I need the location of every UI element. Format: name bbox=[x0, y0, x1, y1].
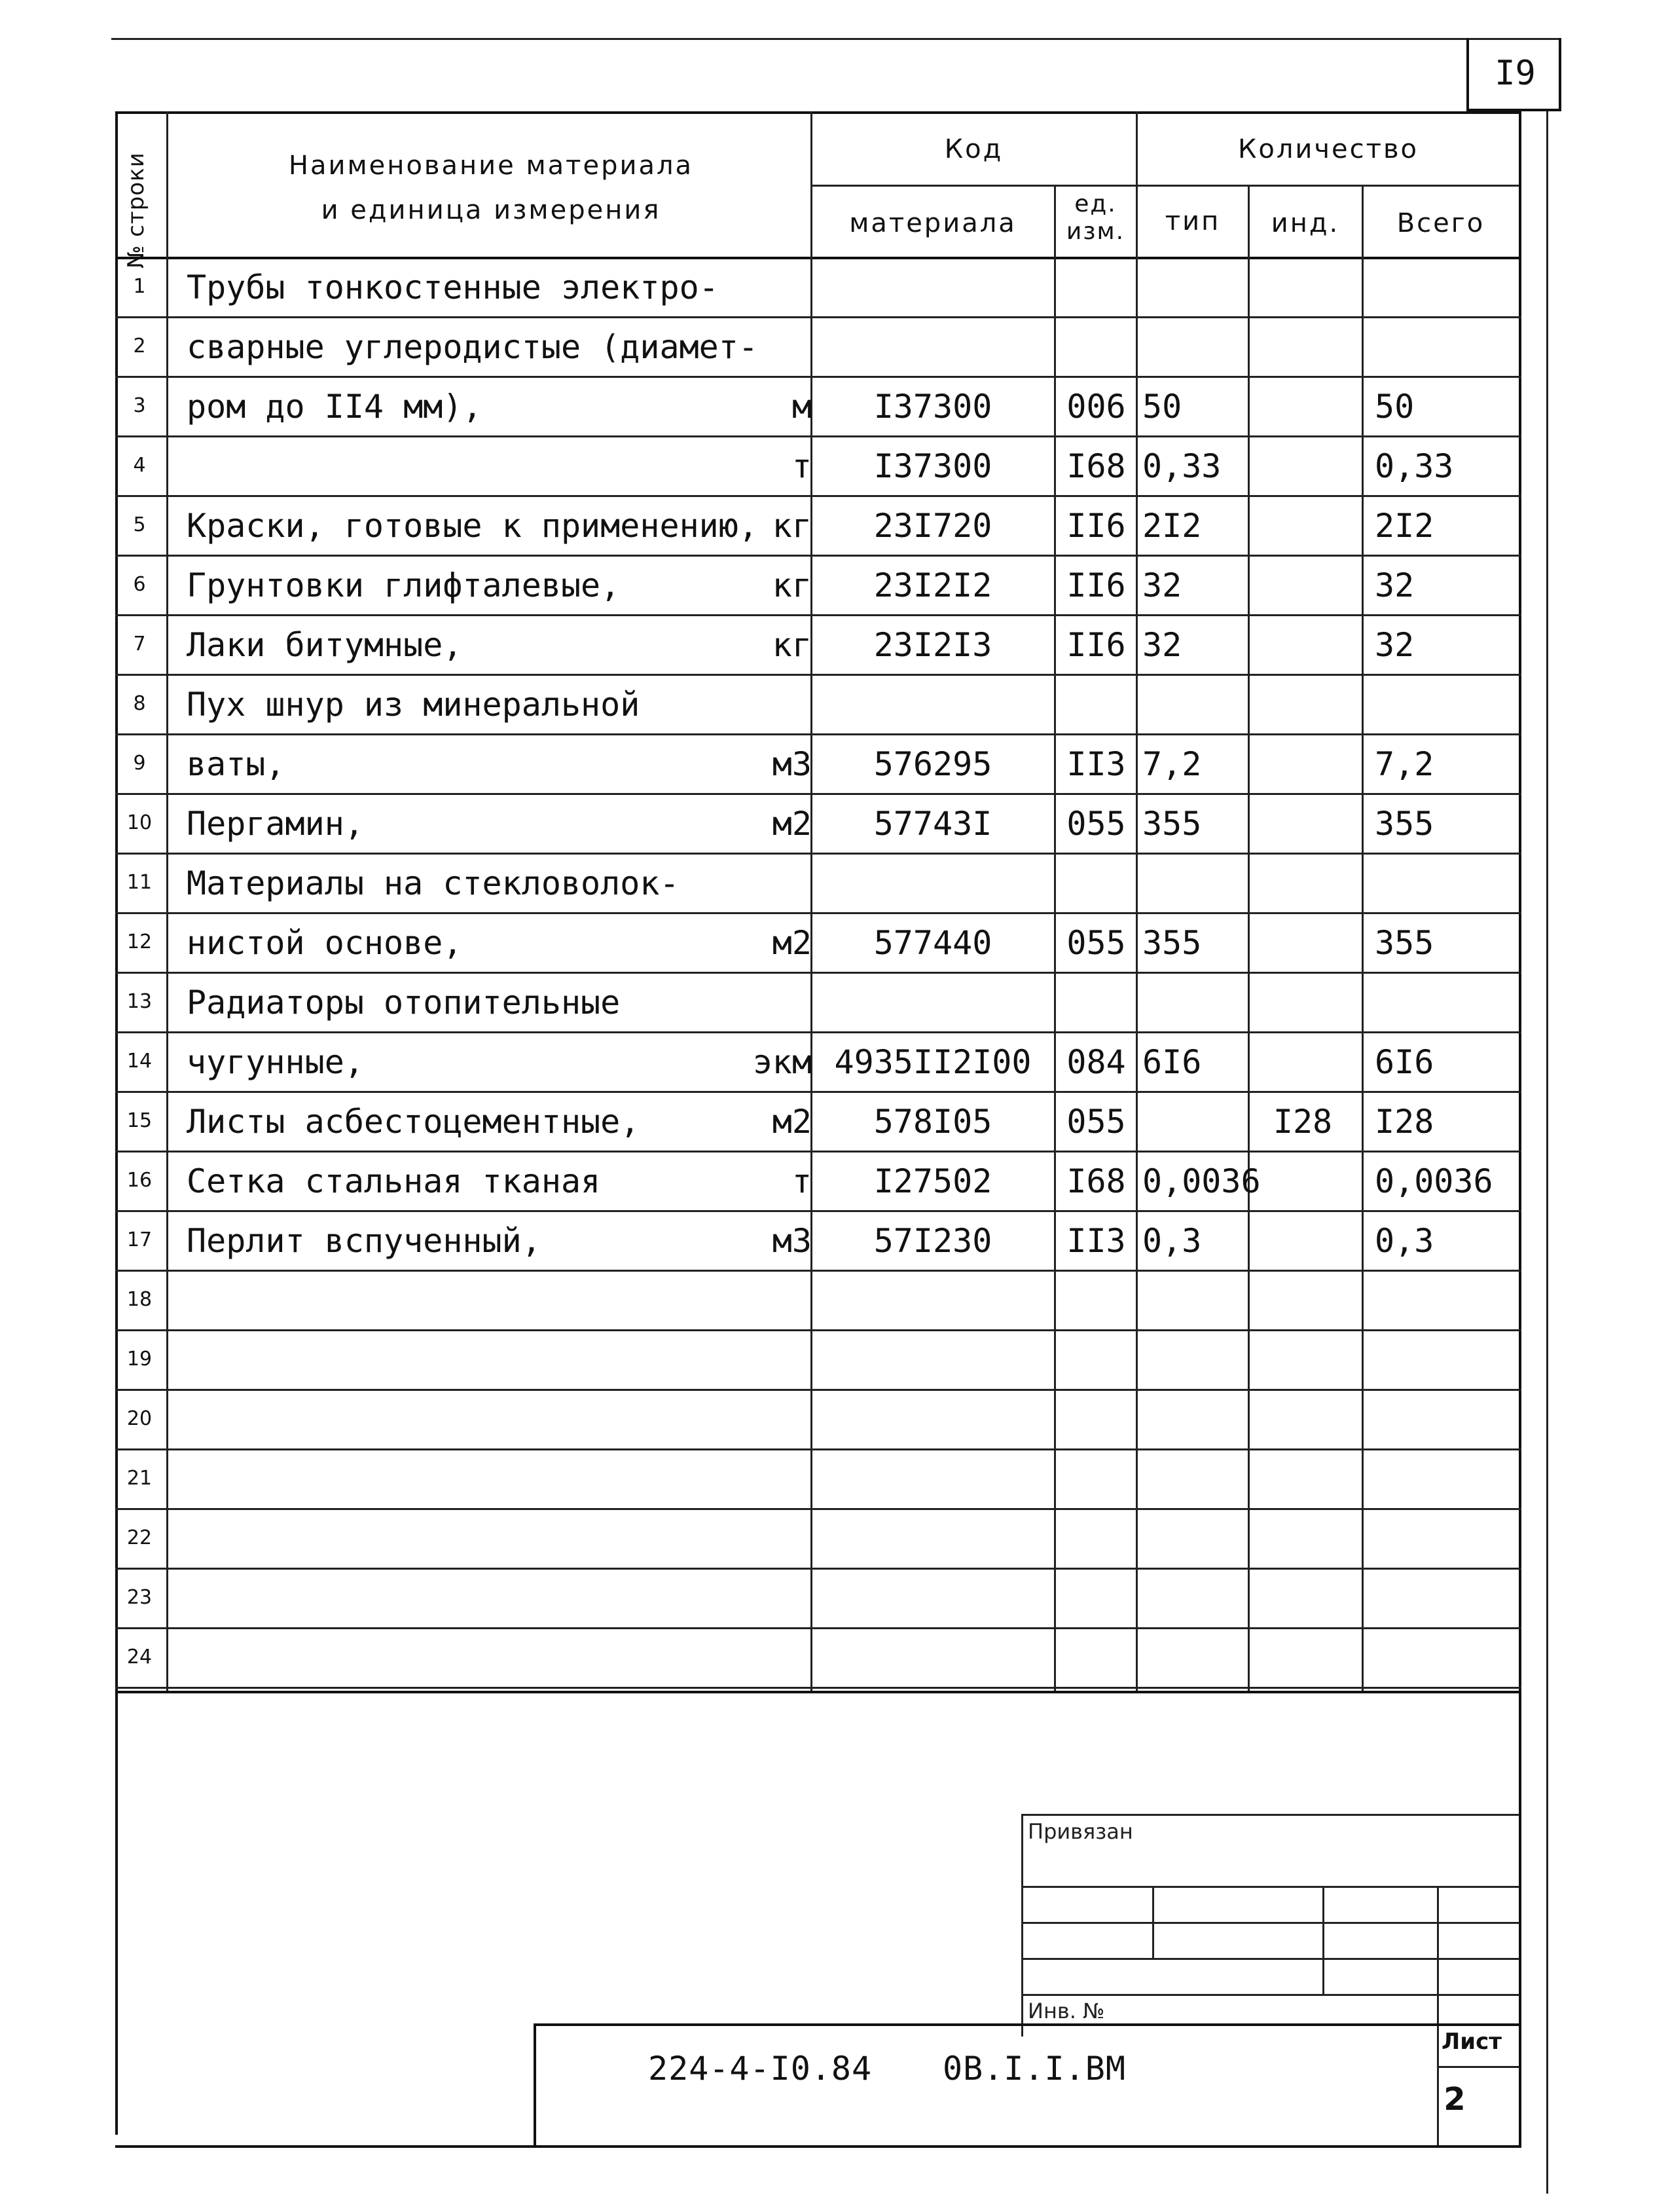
header-name-line2: и единица измерения bbox=[321, 195, 661, 225]
unit-of-measure: кг bbox=[772, 626, 812, 664]
row-number: 17 bbox=[126, 1228, 153, 1251]
row-number: 2 bbox=[133, 335, 146, 358]
row-number: 18 bbox=[126, 1288, 153, 1311]
row-number: 6 bbox=[133, 573, 146, 596]
unit-of-measure: т bbox=[791, 447, 812, 485]
material-name: Трубы тонкостенные электро- bbox=[187, 268, 719, 306]
row-separator bbox=[115, 316, 1521, 318]
unit-code: II6 bbox=[1066, 566, 1126, 604]
row-number: 24 bbox=[126, 1646, 153, 1668]
col-divider-tip bbox=[1248, 185, 1250, 1693]
header-code: Код bbox=[944, 134, 1004, 164]
material-name: Радиаторы отопительные bbox=[187, 984, 621, 1022]
quantity-tip: 0,0036 bbox=[1142, 1162, 1261, 1200]
document-mark: 0В.I.I.ВМ bbox=[943, 2050, 1126, 2088]
quantity-total: 32 bbox=[1375, 626, 1415, 664]
row-separator bbox=[115, 376, 1521, 378]
unit-code: II3 bbox=[1066, 745, 1126, 783]
unit-code: 055 bbox=[1066, 1103, 1126, 1141]
material-code: 57I230 bbox=[873, 1222, 992, 1260]
material-code: 23I2I3 bbox=[873, 626, 992, 664]
material-code: 57743I bbox=[873, 805, 992, 843]
unit-code: II6 bbox=[1066, 507, 1126, 545]
header-vsego: Всего bbox=[1396, 208, 1485, 238]
row-number: 1 bbox=[133, 275, 146, 298]
table-right-border bbox=[1519, 111, 1521, 2148]
quantity-tip: 32 bbox=[1142, 566, 1182, 604]
material-name: Сетка стальная тканая bbox=[187, 1162, 601, 1200]
rows-bottom-border bbox=[115, 1691, 1521, 1693]
quantity-total: 355 bbox=[1375, 924, 1434, 962]
row-separator bbox=[115, 1389, 1521, 1391]
row-number: 15 bbox=[126, 1109, 153, 1132]
quantity-total: 0,33 bbox=[1375, 447, 1454, 485]
quantity-total: I28 bbox=[1375, 1103, 1434, 1141]
row-number: 19 bbox=[126, 1348, 153, 1371]
unit-code: 084 bbox=[1066, 1043, 1126, 1081]
quantity-total: 0,0036 bbox=[1375, 1162, 1493, 1200]
sheet-label-line bbox=[1437, 2066, 1519, 2068]
material-name: нистой основе, bbox=[187, 924, 463, 962]
header-mid-line bbox=[810, 185, 1519, 187]
document-code: 224-4-I0.84 bbox=[648, 2050, 873, 2088]
stamp-col-2 bbox=[1322, 1886, 1324, 1994]
material-name: Пергамин, bbox=[187, 805, 364, 843]
material-name: ваты, bbox=[187, 745, 285, 783]
sheet-label: Лист bbox=[1442, 2029, 1502, 2055]
stamp-top-line bbox=[534, 2023, 1519, 2026]
row-separator bbox=[115, 1031, 1521, 1033]
row-separator bbox=[115, 1270, 1521, 1272]
unit-of-measure: м3 bbox=[772, 1222, 812, 1260]
row-separator bbox=[115, 614, 1521, 616]
material-name: сварные углеродистые (диамет- bbox=[187, 328, 758, 366]
row-separator bbox=[115, 1151, 1521, 1152]
stamp-left-line bbox=[534, 2023, 536, 2148]
unit-of-measure: экм bbox=[752, 1043, 812, 1081]
unit-code: 055 bbox=[1066, 805, 1126, 843]
material-name: чугунные, bbox=[187, 1043, 364, 1081]
row-number: 10 bbox=[126, 811, 153, 834]
row-separator bbox=[115, 1210, 1521, 1212]
row-separator bbox=[115, 1508, 1521, 1510]
row-separator bbox=[115, 853, 1521, 855]
unit-of-measure: т bbox=[791, 1162, 812, 1200]
privyazan-left-line bbox=[1021, 1814, 1023, 2037]
privyazan-label: Привязан bbox=[1028, 1819, 1133, 1844]
right-edge-line bbox=[1546, 111, 1548, 2194]
quantity-ind: I28 bbox=[1273, 1103, 1333, 1141]
row-separator bbox=[115, 555, 1521, 557]
row-number: 21 bbox=[126, 1467, 153, 1490]
row-separator bbox=[115, 733, 1521, 735]
row-number: 7 bbox=[133, 633, 146, 655]
row-number: 13 bbox=[126, 990, 153, 1013]
material-name: ром до II4 мм), bbox=[187, 388, 482, 426]
quantity-tip: 355 bbox=[1142, 924, 1202, 962]
quantity-tip: 50 bbox=[1142, 388, 1182, 426]
stamp-line-3 bbox=[1021, 1958, 1519, 1960]
stamp-line-2 bbox=[1021, 1922, 1519, 1924]
row-number: 3 bbox=[133, 394, 146, 417]
material-name: Пух шнур из минеральной bbox=[187, 686, 640, 724]
row-number: 11 bbox=[126, 871, 153, 894]
col-divider-rowno bbox=[166, 111, 168, 1693]
unit-code: 006 bbox=[1066, 388, 1126, 426]
privyazan-top-line bbox=[1021, 1814, 1519, 1816]
quantity-total: 0,3 bbox=[1375, 1222, 1434, 1260]
row-separator bbox=[115, 1448, 1521, 1450]
material-name: Перлит вспученный, bbox=[187, 1222, 541, 1260]
header-ind: инд. bbox=[1271, 208, 1340, 238]
unit-code: I68 bbox=[1066, 1162, 1126, 1200]
material-name: Грунтовки глифталевые, bbox=[187, 566, 621, 604]
table-top-border bbox=[115, 111, 1521, 114]
row-number: 12 bbox=[126, 931, 153, 953]
top-border bbox=[111, 38, 1561, 40]
unit-code: 055 bbox=[1066, 924, 1126, 962]
row-separator bbox=[115, 1568, 1521, 1570]
row-separator bbox=[115, 674, 1521, 676]
row-number: 14 bbox=[126, 1050, 153, 1073]
row-number: 22 bbox=[126, 1526, 153, 1549]
col-divider-ind bbox=[1362, 185, 1364, 1693]
row-number: 20 bbox=[126, 1407, 153, 1430]
row-separator bbox=[115, 912, 1521, 914]
header-row-number: № строки bbox=[123, 152, 149, 268]
unit-of-measure: кг bbox=[772, 566, 812, 604]
quantity-tip: 355 bbox=[1142, 805, 1202, 843]
unit-of-measure: м2 bbox=[772, 805, 812, 843]
stamp-col-1 bbox=[1152, 1886, 1154, 1958]
col-divider-ed bbox=[1136, 111, 1138, 1693]
header-quantity: Количество bbox=[1237, 134, 1419, 164]
header-unit-line1: ед. bbox=[1074, 191, 1117, 217]
header-tip: тип bbox=[1165, 206, 1221, 236]
inv-no-label: Инв. № bbox=[1028, 1999, 1105, 2023]
quantity-tip: 0,33 bbox=[1142, 447, 1222, 485]
unit-of-measure: м bbox=[791, 388, 812, 426]
quantity-tip: 7,2 bbox=[1142, 745, 1202, 783]
sheet-number: I9 bbox=[1466, 38, 1561, 111]
stamp-line-4 bbox=[1021, 1994, 1519, 1996]
quantity-tip: 6I6 bbox=[1142, 1043, 1202, 1081]
row-number: 9 bbox=[133, 752, 146, 775]
header-name-line1: Наименование материала bbox=[288, 151, 694, 181]
material-name: Краски, готовые к применению, bbox=[187, 507, 758, 545]
unit-code: I68 bbox=[1066, 447, 1126, 485]
row-number: 16 bbox=[126, 1169, 153, 1192]
material-code: 23I720 bbox=[873, 507, 992, 545]
row-separator bbox=[115, 1329, 1521, 1331]
stamp-line-1 bbox=[1021, 1886, 1519, 1888]
row-number: 23 bbox=[126, 1586, 153, 1609]
quantity-total: 6I6 bbox=[1375, 1043, 1434, 1081]
quantity-tip: 0,3 bbox=[1142, 1222, 1202, 1260]
unit-of-measure: м2 bbox=[772, 1103, 812, 1141]
quantity-total: 7,2 bbox=[1375, 745, 1434, 783]
unit-code: II6 bbox=[1066, 626, 1126, 664]
row-separator bbox=[115, 793, 1521, 795]
material-code: 577440 bbox=[873, 924, 992, 962]
material-name: Лаки битумные, bbox=[187, 626, 463, 664]
row-separator bbox=[115, 1627, 1521, 1629]
quantity-total: 355 bbox=[1375, 805, 1434, 843]
sheet-value: 2 bbox=[1443, 2081, 1466, 2118]
quantity-total: 2I2 bbox=[1375, 507, 1434, 545]
row-separator bbox=[115, 972, 1521, 974]
row-separator bbox=[115, 1091, 1521, 1093]
row-separator bbox=[115, 1687, 1521, 1689]
material-code: 576295 bbox=[873, 745, 992, 783]
material-code: 23I2I2 bbox=[873, 566, 992, 604]
row-separator bbox=[115, 495, 1521, 497]
unit-of-measure: м3 bbox=[772, 745, 812, 783]
row-number: 5 bbox=[133, 513, 146, 536]
row-separator bbox=[115, 435, 1521, 437]
quantity-tip: 32 bbox=[1142, 626, 1182, 664]
header-unit-line2: изм. bbox=[1066, 218, 1125, 245]
unit-of-measure: м2 bbox=[772, 924, 812, 962]
row-number: 8 bbox=[133, 692, 146, 715]
col-divider-name bbox=[810, 111, 812, 1693]
material-code: I37300 bbox=[873, 447, 992, 485]
row-number: 4 bbox=[133, 454, 146, 477]
header-bottom-border bbox=[115, 257, 1521, 259]
material-name: Материалы на стекловолок- bbox=[187, 864, 680, 902]
quantity-total: 32 bbox=[1375, 566, 1415, 604]
quantity-tip: 2I2 bbox=[1142, 507, 1202, 545]
header-material: материала bbox=[849, 208, 1017, 238]
material-code: I37300 bbox=[873, 388, 992, 426]
material-code: I27502 bbox=[873, 1162, 992, 1200]
page-bottom-line bbox=[115, 2145, 1521, 2148]
unit-code: II3 bbox=[1066, 1222, 1126, 1260]
material-code: 4935II2I00 bbox=[834, 1043, 1032, 1081]
unit-of-measure: кг bbox=[772, 507, 812, 545]
quantity-total: 50 bbox=[1375, 388, 1415, 426]
material-name: Листы асбестоцементные, bbox=[187, 1103, 640, 1141]
material-code: 578I05 bbox=[873, 1103, 992, 1141]
